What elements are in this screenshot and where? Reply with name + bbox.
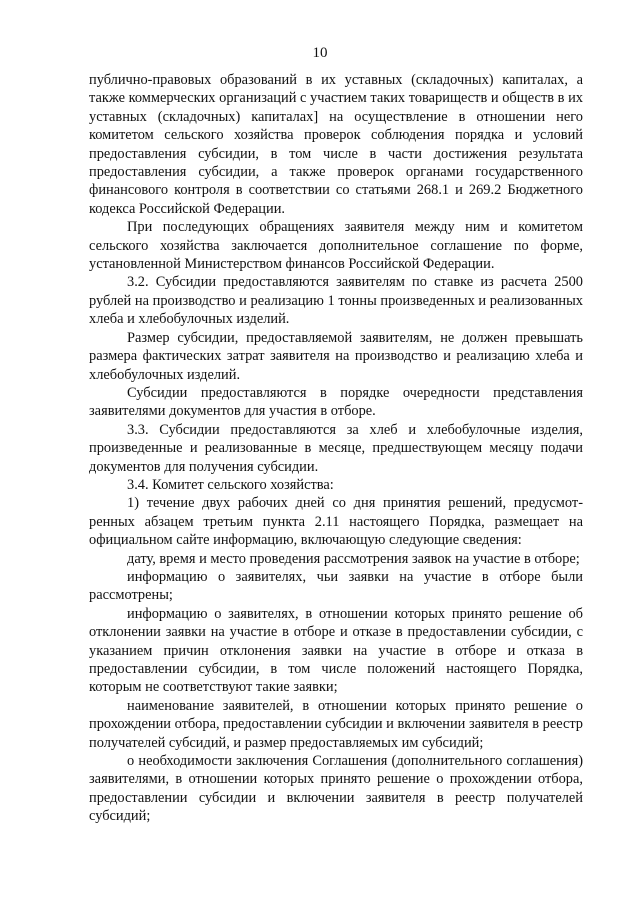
paragraph: При последующих обращениях заявителя между ним и комитетом сельского хозяйства заключается дополнительное соглашение по форме, установленной Министерством финансов Российской Федерации. (89, 219, 583, 273)
paragraph: дату, время и место проведения рассмотрения заявок на участие в отборе; (127, 550, 580, 567)
paragraph: информацию о заявителях, чьи заявки на участие в отборе были рассмотрены; (89, 568, 583, 604)
paragraph: о необходимости заключения Соглашения (дополнительного соглашения) заявителями, в отношении которых принято решение о прохождении отбора, предоставлении субсидии и включении заявителя в реестр получателей субсидий; (89, 753, 583, 825)
paragraph: 1) течение двух рабочих дней со дня принятия решений, предусмотренных абзацем третьим пункта 2.11 настоящего Порядка, размещает на официальном сайте информацию, включающую следующие сведения: (89, 495, 583, 549)
paragraph: информацию о заявителях, в отношении которых принято решение об отклонении заявки на участие в отборе и отказе в предоставлении субсидии, с указанием причин отклонения заявки на участие в отборе и отказа в предоставлении субсидии, в том числе положений настоящего Порядка, которым не соответствуют такие заявки; (89, 605, 583, 696)
paragraph: публично-правовых образований в их уставных (складочных) капиталах, а также коммерческих организаций с участием таких товариществ и обществ в их уставных (складочных) капиталах] на осуществление в отношении него комитетом сельского хозяйства проверок соблюдения порядка и условий предоставления субсидии, в том числе в части достижения результата предоставления субсидии, а также проверок органами государственного финансового контроля в соответствии со статьями 268.1 и 269.2 Бюджетного кодекса Российской Федерации. (89, 72, 583, 217)
paragraph: Размер субсидии, предоставляемой заявителям, не должен превышать размера фактических затрат заявителя на производство и реализацию хлеба и хлебобулочных изделий. (89, 329, 583, 383)
paragraph: 3.3. Субсидии предоставляются за хлеб и хлебобулочные изделия, произведенные и реализованные в месяце, предшествующем месяцу подачи документов для получения субсидии. (89, 421, 583, 475)
page-number: 10 (312, 45, 328, 61)
paragraph: Субсидии предоставляются в порядке очередности представления заявителями документов для участия в отборе. (89, 384, 583, 420)
paragraph: наименование заявителей, в отношении которых принято решение о прохождении отбора, предоставлении субсидии и включении заявителя в реестр получателей субсидий, и размер предоставляемых им субсидий; (89, 697, 584, 751)
body-text (89, 71, 583, 826)
paragraph: 3.4. Комитет сельского хозяйства: (127, 476, 334, 493)
paragraph: 3.2. Субсидии предоставляются заявителям по ставке из расчета 2500 рублей на производство и реализацию 1 тонны произведенных и реализованных хлеба и хлебобулочных изделий. (89, 274, 583, 328)
